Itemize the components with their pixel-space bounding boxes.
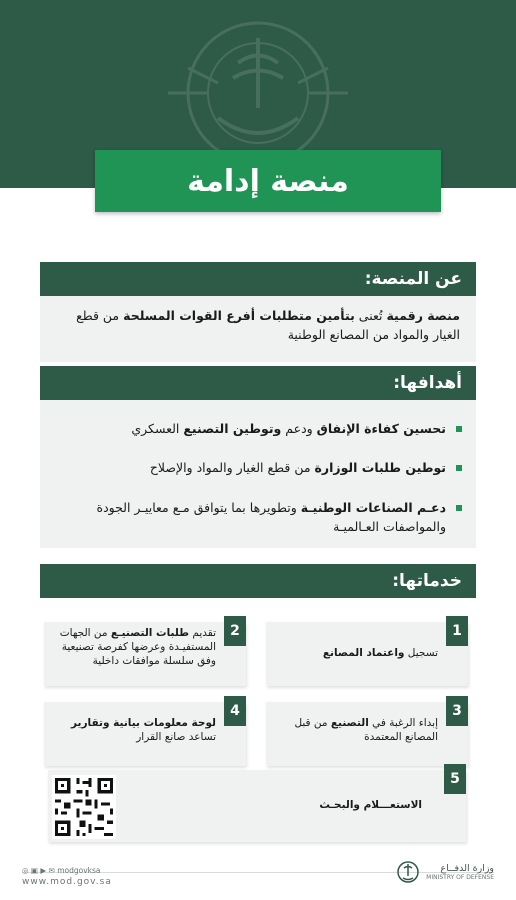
goal-1-bold: تحسين كفاءة الإنفاق bbox=[316, 421, 446, 436]
goal-1-bold2: وتوطين التصنيع bbox=[183, 421, 282, 436]
goals-panel bbox=[40, 400, 476, 548]
service-number: 4 bbox=[224, 696, 246, 726]
about-text-bold2: بتأمين متطلبات أفرع القوات المسلحة bbox=[123, 308, 355, 323]
service-3-pre: إبداء الرغبة في bbox=[368, 717, 438, 729]
goals-heading: أهدافها: bbox=[40, 366, 476, 400]
website-url[interactable]: www.mod.gov.sa bbox=[22, 877, 112, 887]
service-text bbox=[50, 626, 216, 668]
ministry-emblem-icon bbox=[396, 858, 420, 886]
goal-item bbox=[52, 458, 462, 477]
goal-item bbox=[52, 498, 462, 536]
service-text bbox=[272, 646, 438, 660]
services-heading: خدماتها: bbox=[40, 564, 476, 598]
ministry-logo-text bbox=[426, 863, 494, 881]
goal-2-mid: من قطع الغيار والمواد والإصلاح bbox=[149, 460, 315, 475]
service-card-1 bbox=[266, 622, 468, 686]
about-text-mid: تُعنى bbox=[354, 308, 387, 323]
service-5-bold: الاستعـــلام والبحـث bbox=[319, 799, 422, 811]
service-number: 1 bbox=[446, 616, 468, 646]
about-text-rest: من قطع الغيار والمواد من المصانع الوطنية bbox=[76, 308, 460, 342]
about-text-bold: منصة رقمية bbox=[386, 308, 460, 323]
goal-item bbox=[52, 419, 462, 438]
page-title: منصة إدامة bbox=[187, 163, 349, 199]
qr-code[interactable] bbox=[52, 775, 116, 839]
service-4-post: تساعد صانع القرار bbox=[136, 731, 216, 743]
service-2-pre: تقديم bbox=[189, 627, 216, 639]
service-2-bold: طلبات التصنيـع bbox=[110, 627, 189, 639]
service-card-2 bbox=[44, 622, 246, 686]
service-card-3 bbox=[266, 702, 468, 766]
goal-1-rest: العسكري bbox=[131, 421, 184, 436]
bullet-icon bbox=[456, 505, 462, 511]
service-number: 5 bbox=[444, 764, 466, 794]
goal-3-mid: وتطويرها بما يتوافق مـع معاييـر الجودة والمواصفات العـالميـة bbox=[96, 500, 446, 534]
service-1-pre: تسجيل bbox=[404, 647, 438, 659]
service-1-bold: واعتماد المصانع bbox=[322, 647, 405, 659]
bullet-icon bbox=[456, 465, 462, 471]
ministry-logo bbox=[396, 858, 494, 886]
goal-1-mid: ودعم bbox=[281, 421, 317, 436]
goal-3-bold: دعـم الصناعات الوطنيـة bbox=[300, 500, 446, 515]
ministry-name-en: MINISTRY OF DEFENSE bbox=[426, 874, 494, 881]
goal-2-bold: توطين طلبات الوزارة bbox=[314, 460, 446, 475]
bullet-icon bbox=[456, 426, 462, 432]
service-card-4 bbox=[44, 702, 246, 766]
service-text bbox=[50, 716, 216, 744]
service-3-post: من قبل المصانع المعتمدة bbox=[294, 717, 438, 743]
social-icons: ◎ ▣ ▶ ✉ bbox=[22, 866, 58, 875]
service-number: 2 bbox=[224, 616, 246, 646]
social-handle[interactable] bbox=[22, 866, 101, 875]
service-number: 3 bbox=[446, 696, 468, 726]
ministry-name-ar: وزارة الدفــاع bbox=[440, 863, 494, 874]
service-3-bold: التصنيع bbox=[330, 717, 369, 729]
about-heading: عن المنصة: bbox=[40, 262, 476, 296]
service-2-post: من الجهات المستفيـدة وعرضها كفرصة تصنيعية وفق سلسلة موافقات داخلية bbox=[59, 627, 216, 667]
about-panel bbox=[40, 296, 476, 362]
platform-title-box bbox=[95, 150, 441, 212]
service-text bbox=[272, 716, 438, 744]
social-handle-text: modgovksa bbox=[57, 866, 101, 875]
service-4-bold: لوحة معلومات بيانية وتقارير bbox=[71, 717, 216, 729]
